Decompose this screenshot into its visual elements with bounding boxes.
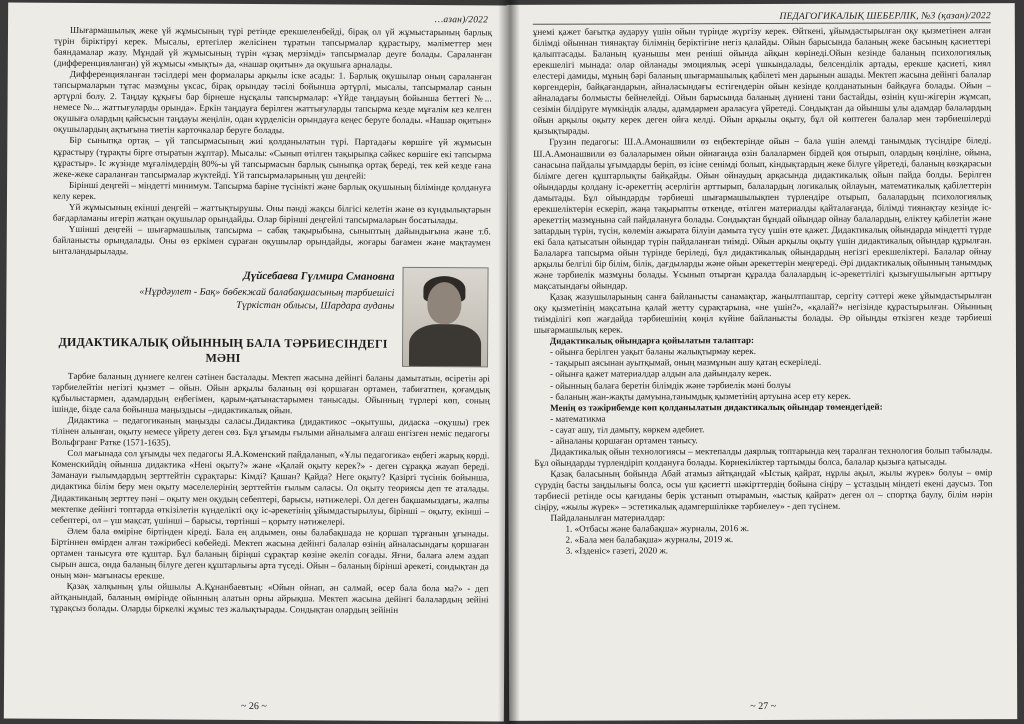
photo-face-shape xyxy=(427,282,461,324)
references-heading: Пайдаланылған материалдар: xyxy=(550,512,666,523)
author-name: Дүйсебаева Гүлмира Смановна xyxy=(243,269,395,283)
author-block xyxy=(52,265,491,368)
author-photo xyxy=(402,267,489,368)
list-item: - айналаны қоршаған ортамен танысу. xyxy=(550,434,698,446)
references-list xyxy=(535,522,993,557)
list-item: - ойынның балаға беретін білімдік және тәрбиелік мәні болуы xyxy=(550,379,791,391)
experience-heading: Менің өз тәжірибемде көп қолданылатын дидактикалық ойындар төмендегідей: xyxy=(550,401,883,413)
list-item: - математикма xyxy=(550,413,606,424)
list-item: - ойынға берілген уақыт баланы жалықтырмау керек. xyxy=(549,346,757,358)
paragraph: Қазақ халқының ұлы ойшылы А.Құнанбаевтың: «Ойын ойнап, ән салмай, өсер бала бола ма?» - деп айтқанындай, баланың өмірінде ойынның алатын орны айрықша. Мектеп жасына дейінгі балалардың зейіні тұрақсыз болады. Оларды біркелкі жұмыс тез жалықтырады. Сондықтан олардың зейінін xyxy=(50,580,489,615)
list-item: - тақырып аясынан ауытқымай, оның мазмұнын ашу қатаң ескеріледі. xyxy=(549,357,822,369)
experience-list xyxy=(534,412,992,447)
paragraph: Әлем бала өміріне біртінден кіреді. Бала ең алдымен, оны балабақшада не қоршап тұрғанын ұғынады. Біртіннен өмірден алған тәжірибесі көбейеді. Мектеп жасына дейінгі балалар өзінің айналасындағы қоршаған ортамен танысуға өте құштар. Бұл баланың біріңші сұрақтар көзіне әкеліп соғады. Яғни, балаға әлем аздап сырын ашса, онда баланың білуге деген құштарлығы арта түседі. Ойын – баланың бірінші әрекеті, сондықтан да оның мән- мағынасы ерекше. xyxy=(50,525,489,581)
paragraph: Қазақ жазушыларының санға байланысты санамақтар, жаңылтпаштар, сергіту сәттері жеке ұйымдастырылған оқу қызметінің мақсатына қалай жетту сұрақтарына, «не үшін?», «қалай?» негізінде құрастырылған. Ойынның тиімділігі көп жағдайда тәрбиешінің көңіл күйіне байланысты болады. Әр ойыңды өткізген кезде тәрбиеші шығармашылық керек. xyxy=(533,290,992,336)
paragraph: Бірінші деңгейі – міндетті минимум. Тапсырма баріне түсінікті және барлық оқушының білімінде қолдануға келу керек. xyxy=(52,179,492,201)
paragraph: Грузин педагогы: Ш.А.Амонашвили өз еңбектерінде ойын – бала үшін әлемді танымдық түсіндіре біледі. Ш.А.Амонашвили өз балаларымен ойын ойнағанда өзін балалармен бірдей қоя отырып, олардың көңіліне, ойына, санасына пайдалы ұғымдарды беріп, өз ісіне сенімді болып, кіндықтардың жеке білуге үйретеді, баланың көзқарасын білімге деген құштарлықты байқайды. Ойын ойнаудың арқасында дидактикалық ойын пайда болды. Берілген ойындарды қолдану іс-әрекеттің әсерлігін арттырып, балалардың логикалық ойлауын, математикалық қабілеттерін дамытады. Бұл ойындарды тәрбиеші шығармашылықпен түрлендіре отырып, балалардың психологиялық ерекшеліктерін ескеріп, жаңа тақырыпты өткенде, өтілген материалды қайталағанда, білімді тиянақтау кезінде іс-әрекеттің мазмұнына сай пайдалануға болады. Сондықтан бұндай ойындар ойнау балалардың, еліктеу қабілетін және зattардың түрін, түсін, көлемін ажырата білуін дамыта түсу үшін өте қажет. Дидактикалық ойындарда міндетті түрде екі бала қатысатын ойындар түрін пайдаланған тиімді. Ойын арқылы оқыту үшін дидактикалық ойындар құрылған. Балаларға тапсырма ойын түрінде беріледі, бұл дидактикалық ойындардың негізгі ерекшеліктері. Балалар ойнау арқылы белгілі бір білім, білік, дағдыларды және ойын әрекеттерін меңгереді. Әрі дидактикалық ойынның танымдық және тәрбиелік мазмұны болады. Ұсынып отырған құралда балалардың іс-әрекеттілігі қызығушылығын арттыру мақсатындағы ойындар. xyxy=(533,135,992,291)
left-running-head: …азан)/2022 xyxy=(434,15,489,26)
reference-item: 1. «Отбасы және балабақша» журналы, 2016 ж. xyxy=(575,522,993,535)
requirements-list xyxy=(534,346,992,403)
author-affiliation-line: «Нұрдәулет - Бақ» бөбекжай балабақшасының тәрбиешісі xyxy=(139,286,395,299)
paragraph: Дидактика – педагогиканың маңызды саласы.Дидактика (дидактикос –оқытушы, дидаска –оқушы) грек тілінен алынған, оқыту немесе үйрету деген сөз. Бұл ұғымды ғылыми айналымға алғаш енгізген неміс педагогы Вольфгранг Ратке (1571-1635). xyxy=(51,415,490,448)
right-page-number: ~ 27 ~ xyxy=(750,700,777,713)
list-item: - сауат ашу, тіл дамыту, көркем әдебиет. xyxy=(550,423,705,435)
right-page xyxy=(507,3,1017,721)
left-top-text xyxy=(53,25,492,260)
paragraph: Үшінші деңгейі – шығармашылық тапсырма – сабақ тақырыбына, сыныптың дайындығына және т.б. байланысты орындалады. Оны өз еркімен сұраған оқушылар орындайды, жоғары бағамен және мақтаумен ынталандырылады. xyxy=(52,223,491,257)
paragraph: Үй жұмысының екінші деңгейі – жаттықтырушы. Оны пәнді жақсы білгісі келетін және өз күндылықтарын бағдарламаны игеріп жатқан оқушылар орындайды. Олар бірінші деңгейлі тапсырмаларын босатылады. xyxy=(52,201,491,226)
reference-item: 2. «Бала мен балабақша» журналы, 2019 ж. xyxy=(575,533,993,546)
paragraph: Сол мағынада сол ұғымды чех педагогы Я.А.Коменский пайдаланып, «Ұлы педагогика» еңбегі жарық көрді. Коменскийдің ойынша дидактика «Нені оқыту?» және «Қалай оқыту керек?» - деген сұраққа жауап береді. Заманауи ғылымдардың зерттейтін сұрақтары: Кімді? Қашан? Қайда? Неге оқыту? Қазіргі түсінік бойынша, дидактика білім беру мен оқыту мәселелерінің зерттейтін ғылым саласы. Ол оқыту теориясы деп те аталады. Дидактиканың зерттеу пәні – оқыту мен оқудың себептері, барысы, нәтижелері. Ол деген бақшамыздағы, жалпы мектепке дейінгі топтарда өткізілетін күнделікті оқу іс-әрекетінің ұйымдастырылуы, бірінші – оқыту, екінші – себептері, ол – үш мақсат, үшінші – барысы, төртінші – қорыту нәтижелері. xyxy=(51,448,490,527)
author-affiliation xyxy=(94,285,394,313)
article-title: ДИДАКТИКАЛЫҚ ОЙЫННЫҢ БАЛА ТӘРБИЕСІНДЕГІ МӘНІ xyxy=(58,334,388,365)
paragraph: ұнемі қажет бағытқа аударуу үшін ойын түрінде жүргізу керек. Өйткені, ұйымдастырылған оқу қызметінен алған білімді ойыннан тиянақтау білімнің беріктігіне негіз қалайды. Ойын барысында баланың жеке басының қасиеттері қалыптасады. Баланың қуанышы мен реніші ойында айқын көрінеді.Ойын кезінде баланың психологиялық ерекшелігі мынада: олар ойланады эмоциялық әсері үшкындалады, белсенділік артады, ерекше қасиеті, киял елестері дамиды, мұның бәрі баланың шығармашылық қабілеті мен дарынын ашады. Мектеп жасына дейінгі балалар көргендерін, байқағандарын, айналасындағы естігендерін ойын кезінде қолданатынын байқауға болады. Ойын – айналадағы болмысты бейнелейді. Ойын барысында баланың дүниені тани бастайды, өзінің күш-жігерін жұмсап, сезімін білдіруге мүмкіндік алады, адамдармен араласуға үйретеді. Сондықтан да ойыншы ұлы адамдар балалардың ойын арқылы оқыту керек деген ойға келді. Ойын арқылы оқыту, бұл ой көптеген балалар мен тәрбиешілерді қызықтырады. xyxy=(532,25,992,137)
left-bottom-text xyxy=(50,371,489,617)
requirements-heading: Дидактикалық ойындарға қойылатын талаптар: xyxy=(549,335,755,347)
paragraph: Тәрбие баланың дүниеге келген сәтінен басталады. Мектеп жасына дейінгі баланы дамытатын, өсіретін әрі тәрбиелейтін негізгі қызмет – ойын. Ойын арқылы баланың өзі қоршаған ортамен, табиғатпен, қоғамдық құбылыстармен, адамдардың еңбегімен, қарым-қатынастарымен танысады. Ойынның түрлері көп, соның ішінде, бізде сала бойынша маңыздысы –дидактикалық ойын. xyxy=(51,370,490,416)
paragraph: Дидактикалық ойын технологиясы – мектепалды даярлық топтарында кең таралған технология болып табылады. Бұл ойындарды түрлендіріп қолдануға болады. Көрнекіліктер тартымды болса, балалар қызыға қатысады. xyxy=(534,444,993,468)
paragraph: Дифференцияланған тәсілдері мен формалары арқылы іске асады: 1. Барлық оқушылар оның сараланған тапсырмаларын тұтас мазмұны үксас, бірақ орындау тәсілі бойынша әртүрлі, мысалы, тапсырмалар санын әртүрлі болу. 2. Таңдау құқығы бар бірнеше нұсқалы тапсырмалар: «Үйде таңдауың бойынша беттегі №... немесе №... жаттығуларды орында». Еркін таңдауға берілген жаттығуларды тапсырма кезде мұғалім кез келген оқушыға олардың қайсысын таңдауы жеңілін, одан күрделісін орындауға кеңес беруге болады. «Нашар оқитын» оқушылардың ақтығына тиетін карточкалар беруге болады. xyxy=(53,69,492,136)
left-page-number: ~ 26 ~ xyxy=(240,700,267,713)
paragraph: Бір сыныпқа ортақ – үй тапсырмасының жиі қолданылатын түрі. Партадағы көршіге үй жұмысын құрастыру (тұрақты бірге отыратын жұптар). Мысалы: «Сынып өтілген тақырыпқа сәйкес көршіге екі тапсырма құрастыр». Іс жүзінде мұғалімдердің 80%-ы үй тапсырмасын барлық сыныпқа ортақ береді, тек кей кезде ғана жеке-жеке сараланған тапсырмалар жүктейді. Үй тапсырмаларының үш деңгейі: xyxy=(53,135,492,181)
list-item: - баланың жан-жақты дамуына,танымдық қызметінің артуына әсер ету керек. xyxy=(550,390,851,402)
book-gutter-shadow xyxy=(498,0,520,724)
left-page xyxy=(4,2,508,721)
author-affiliation-line: Түркістан облысы, Шардара ауданы xyxy=(236,299,395,312)
photo-body-shape xyxy=(409,324,481,367)
paragraph: Шығармашылық жеке үй жұмысының түрі ретінде ерекшеленбейді, бірақ ол үй жұмыстарының барлық түрін біріктіруі керек. Мысалы, ертегілер желісінен тұратын тапсырмалар құрастыру, мәліметтер мен баяндамалар жазу. Мұндай үй жұмысының түрін «ұзақ мерзімді» тапсырмалар деуге болады. Сараланған (дифференцияланған) үй жұмысы «мықты» да, «нашар оқитын» да оқушыға арналады. xyxy=(53,24,493,70)
reference-item: 3. «Ізденіс» газеті, 2020 ж. xyxy=(575,544,993,557)
right-running-head: ПЕДАГОГИКАЛЫҚ ШЕБЕРЛІК, №3 (қазан)/2022 xyxy=(533,11,991,25)
paragraph: Қазақ баласының бойында Абай атамыз айтқандай «Ыстық қайрат, нұрлы ақыл, жылы жүрек» болуы – өмір сүрудің басты заңдылығы болса, осы үш қасиетті шәкірттердің бойына сіңіру – ұстаздың міндеті екені даусыз. Тоn тәрбиесіі ретінде осы қағиданы берік ұстанып отырамын, «ыстық қайрат» деген ол – спортқа баулу, білім нәрін сіңіру, «жылы жүрек» – эстетикалық адамгершілікке тәрбиелеу» - деп түсінем. xyxy=(534,467,993,512)
list-item: - ойынға қажет материалдар алдын ала дайындалу керек. xyxy=(550,368,772,380)
